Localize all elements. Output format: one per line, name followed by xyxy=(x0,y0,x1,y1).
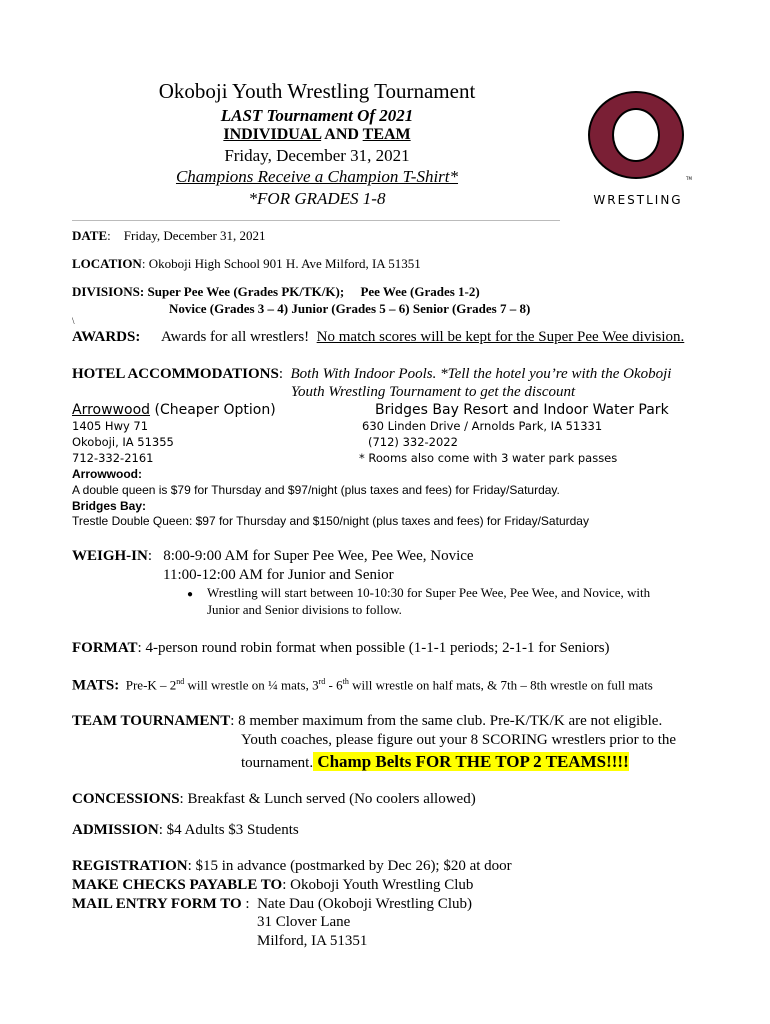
mail-line2: 31 Clover Lane xyxy=(257,914,351,930)
champ-belts-highlight: Champ Belts FOR THE TOP 2 TEAMS!!!! xyxy=(313,752,629,771)
bullet-icon: ● xyxy=(187,589,194,600)
weighin-line1: 8:00-9:00 AM for Super Pee Wee, Pee Wee, Novice xyxy=(163,548,474,564)
weighin-bullet-text1: Wrestling will start between 10-10:30 for Super Pee Wee, Pee Wee, and Novice, with xyxy=(207,585,651,600)
subtitle-individual: INDIVIDUAL xyxy=(223,126,322,143)
logo-wordmark: WRESTLING xyxy=(593,193,683,207)
mail-row: MAIL ENTRY FORM TO : Nate Dau (Okoboji Wrestling Club) xyxy=(72,896,472,912)
weighin-label: WEIGH-IN xyxy=(72,548,148,564)
mail-line3: Milford, IA 51351 xyxy=(257,933,368,949)
hotel-note-2: Youth Wrestling Tournament to get the discount xyxy=(291,384,576,400)
champions-line: Champions Receive a Champion T-Shirt* xyxy=(175,167,459,186)
registration-row: REGISTRATION: $15 in advance (postmarked by Dec 26); $20 at door xyxy=(72,858,512,874)
mail-line1: Nate Dau (Okoboji Wrestling Club) xyxy=(257,896,472,912)
mats-p2: will wrestle on ¼ mats, 3 xyxy=(184,677,319,693)
awards-note: No match scores will be kept for the Super Pee Wee division. xyxy=(316,329,685,345)
arrowwood-address-2: Okoboji, IA 51355 xyxy=(72,435,174,449)
subtitle-and: AND xyxy=(321,126,363,143)
awards-label-text: AWARDS xyxy=(72,329,136,345)
format-value: 4-person round robin format when possible (1-1-1 periods; 2-1-1 for Seniors) xyxy=(145,640,610,656)
subtitle-team: TEAM xyxy=(362,126,411,143)
okoboji-o-icon xyxy=(582,88,694,210)
mail-label: MAIL ENTRY FORM TO xyxy=(72,896,242,912)
mats-p4: will wrestle on half mats, & 7th – 8th wrestle on full mats xyxy=(348,677,653,693)
arrowwood-name: Arrowwood xyxy=(72,402,151,418)
weighin-bullet-line1 xyxy=(187,585,650,601)
format-label: FORMAT xyxy=(72,640,138,656)
date-value: Friday, December 31, 2021 xyxy=(123,228,266,243)
location-value: Okoboji High School 901 H. Ave Milford, IA 51351 xyxy=(148,256,421,271)
weighin-row: WEIGH-IN: 8:00-9:00 AM for Super Pee Wee, Pee Wee, Novice xyxy=(72,548,474,564)
weighin-line2: 11:00-12:00 AM for Junior and Senior xyxy=(163,567,394,583)
admission-label: ADMISSION xyxy=(72,822,159,838)
team-label: TEAM TOURNAMENT xyxy=(72,713,231,729)
bridges-rate: Trestle Double Queen: $97 for Thursday and $150/night (plus taxes and fees) for Friday/Saturday xyxy=(72,514,589,528)
registration-value: $15 in advance (postmarked by Dec 26); $20 at door xyxy=(195,858,512,874)
team-line3-row xyxy=(241,752,629,772)
registration-label: REGISTRATION xyxy=(72,858,188,874)
header-date: Friday, December 31, 2021 xyxy=(224,146,410,165)
awards-label: AWARDS: xyxy=(72,329,141,345)
divisions-row: DIVISIONS: Super Pee Wee (Grades PK/TK/K); Pee Wee (Grades 1-2) xyxy=(72,284,480,299)
stray-mark: \ xyxy=(72,316,75,326)
arrowwood-suffix: (Cheaper Option) xyxy=(150,402,276,418)
page-title: Okoboji Youth Wrestling Tournament xyxy=(158,79,476,103)
bridges-note: * Rooms also come with 3 water park passes xyxy=(359,451,618,465)
logo-tm: TM xyxy=(686,176,692,181)
arrowwood-heading xyxy=(72,402,276,418)
bridges-phone: (712) 332-2022 xyxy=(368,435,458,449)
arrowwood-rate-label: Arrowwood: xyxy=(72,467,142,481)
awards-text: Awards for all wrestlers! xyxy=(161,329,310,345)
divisions-label: DIVISIONS xyxy=(72,284,140,299)
header-divider xyxy=(72,220,560,221)
team-row: TEAM TOURNAMENT: 8 member maximum from the same club. Pre-K/TK/K are not eligible. xyxy=(72,713,663,729)
arrowwood-rate: A double queen is $79 for Thursday and $97/night (plus taxes and fees) for Friday/Saturday. xyxy=(72,483,560,497)
divisions-line1-a: Super Pee Wee (Grades PK/TK/K); xyxy=(147,284,345,299)
bridges-address: 630 Linden Drive / Arnolds Park, IA 51331 xyxy=(362,419,603,433)
subtitle-last-tournament: LAST Tournament Of 2021 xyxy=(220,106,414,125)
format-row: FORMAT: 4-person round robin format when possible (1-1-1 periods; 2-1-1 for Seniors) xyxy=(72,640,610,656)
mats-row: MATS: Pre-K – 2nd will wrestle on ¼ mats, 3rd - 6th will wrestle on half mats, & 7th – 8th wrestle on full mats xyxy=(72,677,653,694)
mats-label: MATS xyxy=(72,677,115,694)
concessions-value: Breakfast & Lunch served (No coolers allowed) xyxy=(187,791,476,807)
team-line1: 8 member maximum from the same club. Pre-K/TK/K are not eligible. xyxy=(238,713,663,729)
weighin-bullet-line2: Junior and Senior divisions to follow. xyxy=(207,602,402,617)
concessions-label: CONCESSIONS xyxy=(72,791,180,807)
subtitle-individual-team xyxy=(0,126,634,144)
admission-row: ADMISSION: $4 Adults $3 Students xyxy=(72,822,299,838)
date-row: DATE: Friday, December 31, 2021 xyxy=(72,228,266,243)
divisions-line2: Novice (Grades 3 – 4) Junior (Grades 5 – 6) Senior (Grades 7 – 8) xyxy=(169,301,531,316)
location-row: LOCATION: Okoboji High School 901 H. Ave Milford, IA 51351 xyxy=(72,256,421,271)
mats-sup1: nd xyxy=(176,677,185,686)
awards-value xyxy=(161,329,684,346)
arrowwood-phone: 712-332-2161 xyxy=(72,451,154,465)
hotel-note-1: Both With Indoor Pools. *Tell the hotel you’re with the Okoboji xyxy=(290,366,672,382)
checks-label: MAKE CHECKS PAYABLE TO xyxy=(72,877,283,893)
bridges-rate-label: Bridges Bay: xyxy=(72,499,147,513)
mats-sup3: th xyxy=(342,677,349,686)
hotel-label: HOTEL ACCOMMODATIONS xyxy=(72,366,279,382)
checks-value: Okoboji Youth Wrestling Club xyxy=(290,877,474,893)
arrowwood-address-1: 1405 Hwy 71 xyxy=(72,419,149,433)
divisions-line1-b: Pee Wee (Grades 1-2) xyxy=(360,284,480,299)
team-line2: Youth coaches, please figure out your 8 SCORING wrestlers prior to the xyxy=(241,732,677,748)
date-label: DATE xyxy=(72,228,108,243)
checks-row: MAKE CHECKS PAYABLE TO: Okoboji Youth Wrestling Club xyxy=(72,877,474,893)
mats-p1: Pre-K – 2 xyxy=(125,677,177,693)
admission-value: $4 Adults $3 Students xyxy=(166,822,299,838)
location-label: LOCATION xyxy=(72,256,142,271)
hotel-row: HOTEL ACCOMMODATIONS: Both With Indoor Pools. *Tell the hotel you’re with the Okoboji xyxy=(72,366,672,382)
mats-sup2: rd xyxy=(318,677,326,686)
okoboji-wrestling-logo xyxy=(582,88,694,210)
mats-p3: - 6 xyxy=(325,677,343,693)
concessions-row: CONCESSIONS: Breakfast & Lunch served (No coolers allowed) xyxy=(72,791,476,807)
team-line3: tournament. xyxy=(241,755,314,771)
bridges-heading: Bridges Bay Resort and Indoor Water Park xyxy=(375,402,669,418)
grades-line: *FOR GRADES 1-8 xyxy=(248,189,386,208)
